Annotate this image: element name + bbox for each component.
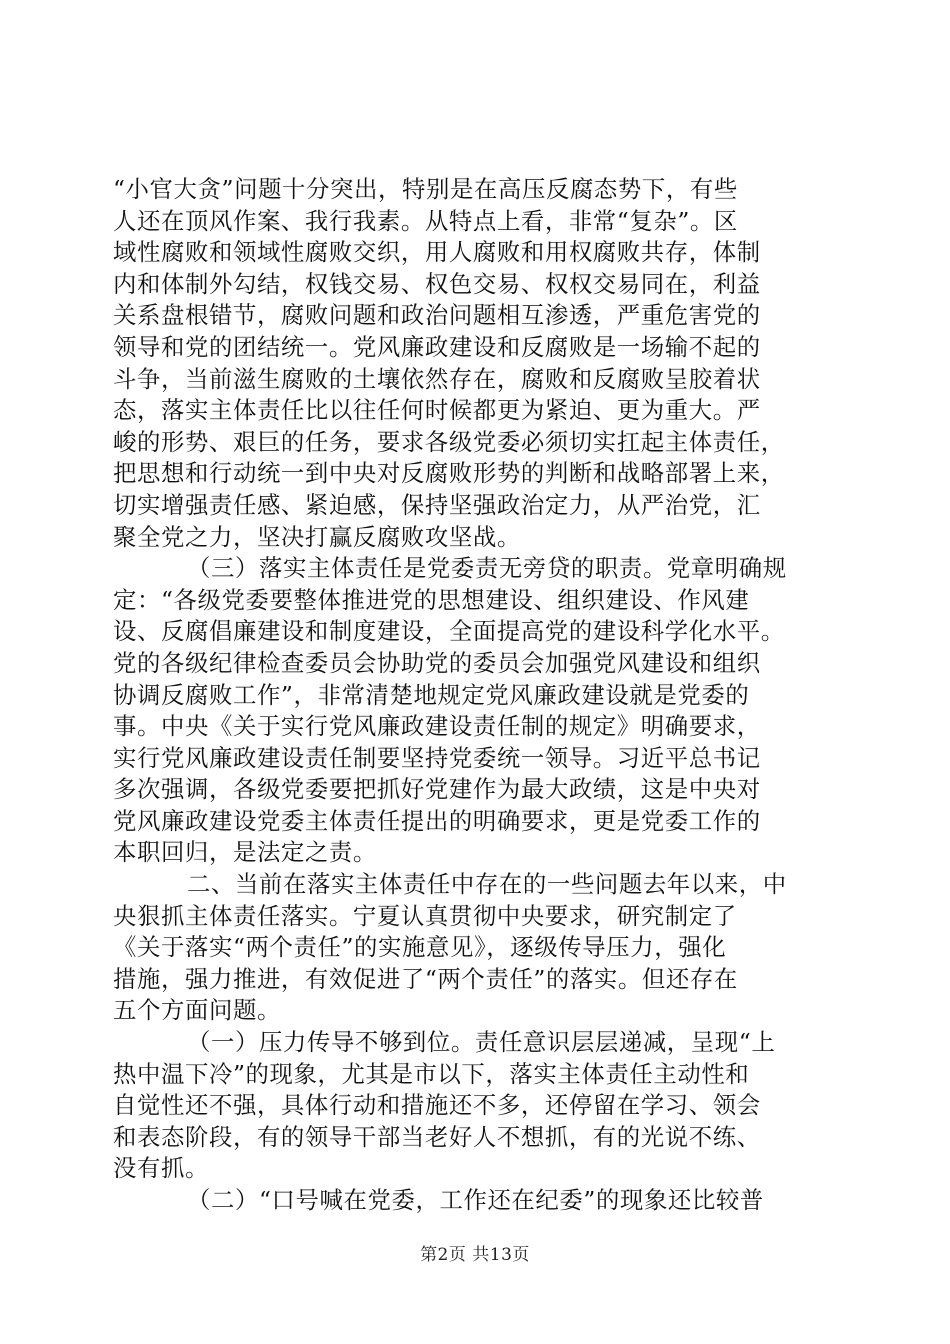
text-line: 定：“各级党委要整体推进党的思想建设、组织建设、作风建 — [113, 585, 750, 614]
text-line: 设、反腐倡廉建设和制度建设，全面提高党的建设科学化水平。 — [113, 617, 785, 646]
text-line: 人还在顶风作案、我行我素。从特点上看，非常“复杂”。区 — [113, 206, 738, 235]
text-line: 把思想和行动统一到中央对反腐败形势的判断和战略部署上来， — [113, 459, 785, 488]
text-line: 内和体制外勾结，权钱交易、权色交易、权权交易同在，利益 — [113, 269, 761, 298]
text-line: 斗争，当前滋生腐败的土壤依然存在，腐败和反腐败呈胶着状 — [113, 364, 761, 393]
text-line: 央狠抓主体责任落实。宁夏认真贯彻中央要求，研究制定了 — [113, 901, 737, 930]
text-line: 多次强调，各级党委要把抓好党建作为最大政绩，这是中央对 — [113, 775, 761, 804]
text-line: 域性腐败和领域性腐败交织，用人腐败和用权腐败共存，体制 — [113, 238, 761, 267]
text-line: 态，落实主体责任比以往任何时候都更为紧迫、更为重大。严 — [113, 396, 761, 425]
text-line: 党风廉政建设党委主体责任提出的明确要求，更是党委工作的 — [113, 806, 761, 835]
text-line: （一）压力传导不够到位。责任意识层层递减，呈现“上 — [187, 1028, 776, 1057]
text-line: 自觉性还不强，具体行动和措施还不多，还停留在学习、领会 — [113, 1091, 761, 1120]
text-line: 热中温下冷”的现象，尤其是市以下，落实主体责任主动性和 — [113, 1059, 750, 1088]
text-line: 二、当前在落实主体责任中存在的一些问题去年以来，中 — [187, 870, 787, 899]
text-line: 党的各级纪律检查委员会协助党的委员会加强党风建设和组织 — [113, 648, 761, 677]
text-line: 关系盘根错节，腐败问题和政治问题相互渗透，严重危害党的 — [113, 301, 761, 330]
text-line: 没有抓。 — [113, 1154, 209, 1183]
document-body — [113, 174, 835, 1217]
text-line: 五个方面问题。 — [113, 996, 281, 1025]
text-line: “小官大贪”问题十分突出，特别是在高压反腐态势下，有些 — [113, 175, 738, 203]
text-line: 实行党风廉政建设责任制要坚持党委统一领导。习近平总书记 — [113, 743, 761, 772]
text-line: 协调反腐败工作”，非常清楚地规定党风廉政建设就是党委的 — [113, 680, 750, 709]
text-line: 措施，强力推进，有效促进了“两个责任”的落实。但还存在 — [113, 964, 738, 993]
text-line: 本职回归，是法定之责。 — [113, 838, 377, 867]
text-line: 事。中央《关于实行党风廉政建设责任制的规定》明确要求， — [113, 712, 761, 741]
text-line: （二）“口号喊在党委，工作还在纪委”的现象还比较普 — [187, 1186, 764, 1214]
text-line: 和表态阶段，有的领导干部当老好人不想抓，有的光说不练、 — [113, 1122, 761, 1151]
text-line: （三）落实主体责任是党委责无旁贷的职责。党章明确规 — [187, 554, 787, 583]
text-line: 切实增强责任感、紧迫感，保持坚强政治定力，从严治党，汇 — [113, 490, 761, 519]
page-number-footer: 第2页 共13页 — [420, 1245, 530, 1265]
text-line: 峻的形势、艰巨的任务，要求各级党委必须切实扛起主体责任， — [113, 427, 785, 456]
text-line: 《关于落实“两个责任”的实施意见》，逐级传导压力，强化 — [113, 933, 727, 962]
text-line: 聚全党之力，坚决打赢反腐败攻坚战。 — [113, 522, 521, 551]
text-line: 领导和党的团结统一。党风廉政建设和反腐败是一场输不起的 — [113, 332, 761, 361]
